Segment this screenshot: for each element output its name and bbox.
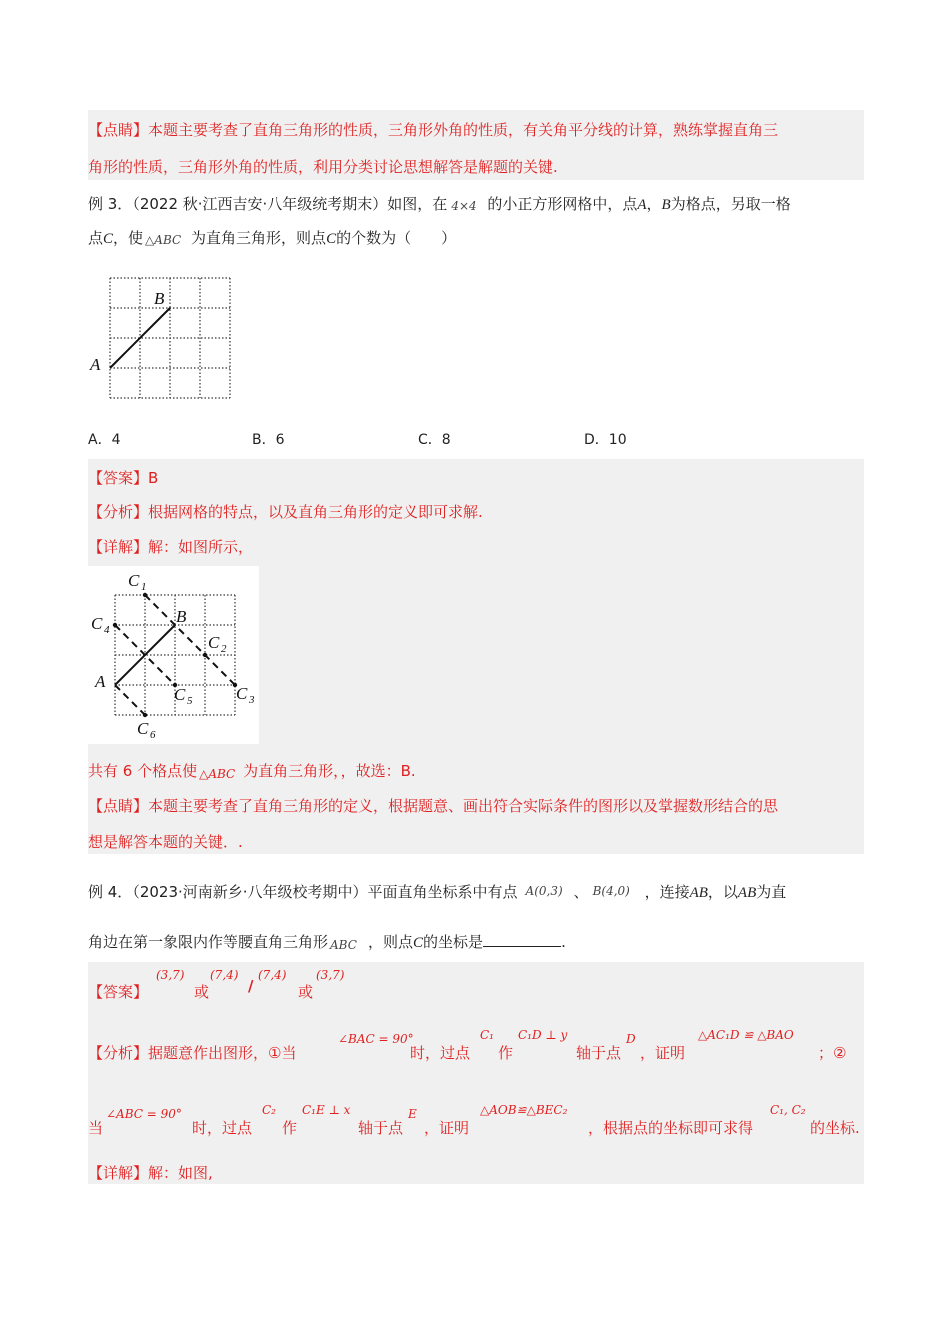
ex3-analysis [88, 501, 483, 522]
ex4-ans4: (3,7) [316, 968, 345, 982]
label-c1: C [128, 571, 140, 590]
ex4-or2: 或 [298, 983, 314, 1001]
ex3-grid-math: 4×4 [451, 199, 477, 213]
choice-d-key: D． [584, 432, 609, 448]
ex4-an-m2: C₁ [480, 1028, 494, 1042]
ex3-figure-grid [86, 270, 246, 410]
ex3-text2a: 点 [88, 229, 104, 247]
label-c5: C [174, 685, 186, 704]
ex3-point-c-2: C [326, 231, 337, 247]
ex3-text1b: 的小正方形网格中，点 [487, 195, 638, 213]
ex3-tri-math: △ABC [145, 233, 182, 247]
ex3-tip-tag: 【点睛】 [88, 797, 149, 815]
choice-b-key: B． [252, 432, 276, 448]
ex4-text1c: ，以 [707, 883, 738, 901]
ex4-point-a-math: A(0,3) [525, 884, 563, 898]
ex4-text1b: ，连接 [644, 883, 690, 901]
ex4-an-m5: △AC₁D ≌ △BAO [698, 1028, 794, 1042]
ex3-source: （2022 秋·江西吉安·八年级统考期末） [132, 195, 388, 213]
choice-a-key: A． [88, 432, 112, 448]
label-c4: C [91, 614, 103, 633]
choice-d-value: 10 [608, 432, 627, 448]
ex3-sep: ， [646, 195, 662, 213]
label-c1-sub: 1 [141, 581, 147, 593]
grid-lines [110, 278, 230, 398]
ex3-line1 [88, 193, 791, 214]
ex4-an3: 作 [498, 1044, 514, 1062]
ex3-tip-line1 [88, 795, 778, 816]
ex4-or1: 或 [194, 983, 210, 1001]
ex4-slash: / [248, 977, 254, 995]
ex4-text1d: 为直 [756, 883, 787, 901]
ex4-solution-block [88, 962, 864, 1184]
ex4-analysis-tag: 【分析】 [88, 1044, 149, 1062]
ex3-text2c: 为直角三角形，则点 [191, 229, 327, 247]
ex4-ab-2: AB [737, 885, 757, 901]
ex4-text2d: . [561, 933, 566, 951]
ex4-text2a: 角边在第一象限内作等腰直角三角形 [88, 933, 329, 951]
ex3-label: 例 3． [88, 195, 133, 213]
label-c6: C [137, 719, 149, 738]
ex4-bn-m6: C₁, C₂ [770, 1103, 806, 1117]
ex4-detail [88, 1162, 213, 1183]
label-b: B [154, 289, 165, 308]
ex4-point-c: C [413, 935, 424, 951]
ex4-bn6: ，根据点的坐标即可求得 [588, 1119, 754, 1137]
label-a: A [90, 355, 101, 374]
label-c3-sub: 3 [249, 694, 255, 706]
label2-b: B [176, 607, 187, 626]
ex4-an6: ；② [818, 1044, 847, 1062]
ex4-detail-text: 解：如图, [148, 1164, 213, 1182]
ex4-line2 [88, 931, 566, 952]
ex4-question [88, 862, 864, 952]
choice-d[interactable] [584, 429, 627, 449]
label-c3: C [236, 684, 248, 703]
label-c2-sub: 2 [221, 643, 227, 655]
ex4-bn-m1: ∠ABC = 90° [106, 1107, 182, 1121]
ex3-conclusion-b: 为直角三角形，，故选：B. [243, 762, 416, 780]
ex4-bn-m2: C₂ [262, 1103, 276, 1117]
choice-c[interactable] [418, 429, 451, 449]
ex3-point-c: C [103, 231, 114, 247]
ex3-text2b: ，使 [113, 229, 144, 247]
choice-b[interactable] [252, 429, 285, 449]
ex4-bn-m5: △AOB≌△BEC₂ [480, 1103, 568, 1117]
ex4-an2: 时，过点 [410, 1044, 471, 1062]
ex3-text2d: 的个数为（ ） [336, 229, 457, 247]
ex4-bn-m3: C₁E ⊥ x [302, 1103, 351, 1117]
ex3-tip-text1: 本题主要考查了直角三角形的定义，根据题意、画出符合实际条件的图形以及掌握数形结合的思 [148, 797, 779, 815]
ex3-detail [88, 536, 253, 557]
tip1-line1 [88, 119, 778, 140]
ex3-text1c: 为格点，另取一格 [670, 195, 791, 213]
label-c2: C [208, 633, 220, 652]
ex4-ab-1: AB [689, 885, 708, 901]
ex3-answer [88, 467, 158, 488]
ex4-an-m1: ∠BAC = 90° [338, 1032, 414, 1046]
ex4-bn3: 作 [282, 1119, 298, 1137]
ex4-detail-tag: 【详解】 [88, 1164, 149, 1182]
ex4-comma: 、 [573, 883, 589, 901]
ex4-answer-blank[interactable] [483, 932, 561, 947]
tip1-line2: 角形的性质，三角形外角的性质，利用分类讨论思想解答是解题的关键. [88, 158, 558, 176]
ex4-analysis-a [88, 1042, 296, 1063]
ex4-an-m3: C₁D ⊥ y [518, 1028, 568, 1042]
ex3-tip-line2: 想是解答本题的关键．. [88, 833, 243, 851]
label2-a: A [95, 672, 106, 691]
ex4-ans1: (3,7) [156, 968, 185, 982]
ex3-conclusion-a: 共有 6 个格点使 [88, 762, 198, 780]
ex3-analysis-tag: 【分析】 [88, 503, 149, 521]
ex4-an5: ，证明 [640, 1044, 686, 1062]
ex3-conclusion-math: △ABC [199, 767, 236, 781]
ex3-line2 [88, 227, 456, 248]
ex4-line1 [88, 881, 786, 902]
ex3-detail-text: 解：如图所示， [148, 538, 254, 556]
ex3-question [88, 190, 864, 250]
ex4-text1a: 平面直角坐标系中有点 [367, 883, 518, 901]
ex3-solution-block [88, 459, 864, 854]
ex4-ans3: (7,4) [258, 968, 287, 982]
ex4-bn-m4: E [408, 1107, 417, 1121]
ex4-an-m4: D [626, 1032, 636, 1046]
ex3-conclusion [88, 760, 416, 781]
ex4-text2c: 的坐标是 [423, 933, 484, 951]
tip-block-1 [88, 110, 864, 180]
ex3-detail-tag: 【详解】 [88, 538, 149, 556]
choice-a-value: 4 [111, 432, 121, 448]
choice-a[interactable] [88, 429, 121, 449]
ex3-figure-solution [88, 566, 259, 744]
ex4-bn5: ，证明 [424, 1119, 470, 1137]
ex4-abc-math: ABC [330, 938, 357, 952]
ex4-answer-tag: 【答案】 [88, 983, 149, 1001]
ex4-ans2: (7,4) [210, 968, 239, 982]
ex4-text2b: ，则点 [368, 933, 414, 951]
ex4-label: 例 4． [88, 883, 133, 901]
label-c6-sub: 6 [150, 729, 156, 741]
ex4-an1: 据题意作出图形，①当 [148, 1044, 297, 1062]
tip1-tag: 【点睛】 [88, 121, 149, 139]
ex3-answer-value: B [148, 469, 159, 487]
label-c4-sub: 4 [104, 624, 110, 636]
choice-c-key: C． [418, 432, 442, 448]
ex4-point-b-math: B(4,0) [592, 884, 630, 898]
ex3-text1a: 如图，在 [387, 195, 448, 213]
ex4-bn7: 的坐标. [810, 1119, 860, 1137]
ex4-bn2: 时，过点 [192, 1119, 253, 1137]
ex3-analysis-text: 根据网格的特点，以及直角三角形的定义即可求解. [148, 503, 483, 521]
ex4-an4: 轴于点 [576, 1044, 622, 1062]
tip1-text1: 本题主要考查了直角三角形的性质，三角形外角的性质，有关角平分线的计算，熟练掌握直角三 [148, 121, 779, 139]
choice-b-value: 6 [275, 432, 285, 448]
ex3-point-b: B [661, 197, 671, 213]
ex4-bn1: 当 [88, 1119, 104, 1137]
choice-c-value: 8 [441, 432, 451, 448]
ex3-answer-tag: 【答案】 [88, 469, 149, 487]
ex4-bn4: 轴于点 [358, 1119, 404, 1137]
ex3-point-a: A [637, 197, 647, 213]
ex4-source: （2023·河南新乡·八年级校考期中） [132, 883, 368, 901]
label-c5-sub: 5 [187, 695, 193, 707]
